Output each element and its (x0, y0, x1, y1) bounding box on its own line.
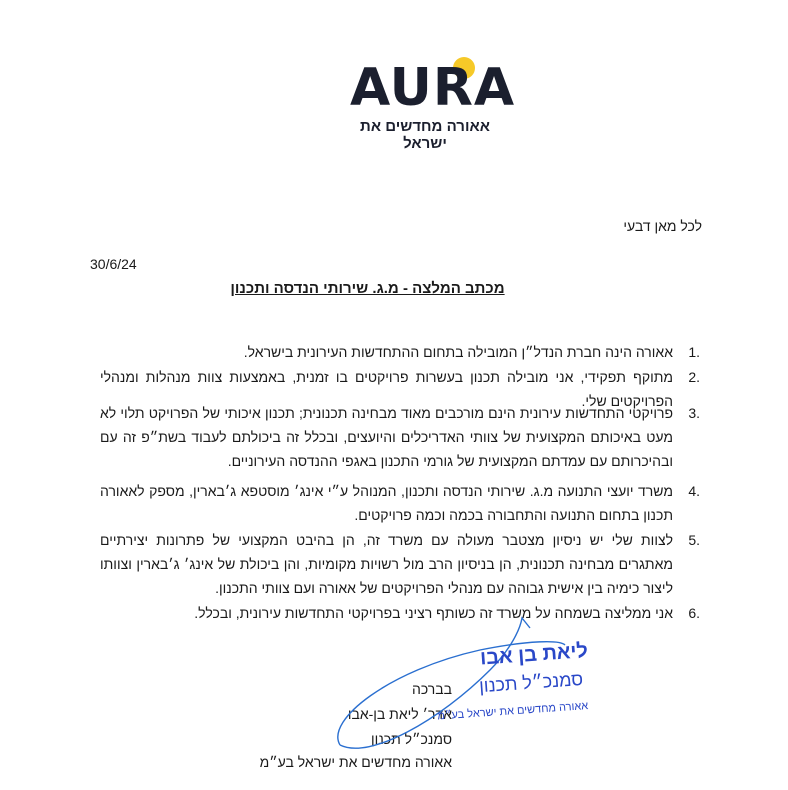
item-line: משרד יועצי התנועה מ.ג. שירותי הנדסה ותכנון, המנוהל ע״י אינג׳ מוסטפא ג׳בארין, מספק לאאורה (100, 483, 673, 499)
list-item (100, 479, 700, 527)
item-line: תכנון בתחום התנועה והתחבורה בכמה וכמה פרויקטים. (354, 507, 673, 523)
item-number: 4. (688, 483, 700, 499)
item-line: פרויקטי התחדשות עירונית הינם מורכבים מאוד מבחינה תכנונית; תכנון איכותי של הפרויקט תלוי לא (100, 405, 673, 421)
item-line: הפרויקטים שלי. (581, 393, 673, 409)
item-line: מתוקף תפקידי, אני מובילה תכנון בעשרות פרויקטים בו זמנית, באמצעות צוות מנהלות ומנהלי (100, 369, 673, 385)
letter-date: 30/6/24 (90, 256, 137, 272)
item-line: לצוות שלי יש ניסיון מצטבר מעולה עם משרד זה, הן בהיבט המקצועי של פתרונות יצירתיים (100, 532, 673, 548)
item-line: מעט באיכותם המקצועית של צוותי האדריכלים והיועצים, ובכלל זה ביכולתם לעבוד בשת״פ זה עם (100, 429, 673, 445)
stamp-name: ליאת בן אבו (479, 640, 589, 670)
signature-role: סמנכ״ל תכנון (371, 731, 452, 747)
item-line: מאתגרים מבחינה תכנונית, הן בניסיון הרב מול רשויות מקומיות, והן ביכולת של אינג׳ ג׳בארין וצוותו (100, 556, 673, 572)
signature-company: אאורה מחדשים את ישראל בע״מ (259, 754, 452, 770)
item-number: 6. (688, 605, 700, 621)
greeting: לכל מאן דבעי (623, 218, 702, 234)
list-item (100, 401, 700, 473)
item-number: 3. (688, 405, 700, 421)
stamp-role: סמנכ״ל תכנון (478, 669, 584, 697)
letter-title: מכתב המלצה - מ.ג. שירותי הנדסה ותכנון (230, 280, 505, 297)
logo-brand: AURA (350, 58, 516, 118)
signature-closing: בברכה (411, 681, 452, 697)
item-line: אני ממליצה בשמחה על משרד זה כשותף רציני בפרויקטי התחדשות עירונית, ובכלל. (194, 605, 673, 621)
item-number: 5. (688, 532, 700, 548)
item-number: 1. (688, 344, 700, 360)
item-number: 2. (688, 369, 700, 385)
item-line: אאורה הינה חברת הנדל״ן המובילה בתחום ההתחדשות העירונית בישראל. (243, 344, 673, 360)
list-item (100, 340, 700, 364)
logo-tagline: אאורה מחדשים את ישראל (360, 118, 490, 152)
item-line: ליצור כימיה בין אישית גבוהה עם מנהלי הפרויקטים של אאורה ועם צוותי התכנון. (215, 580, 673, 596)
stamp-company: אאורה מחדשים את ישראל בע״מ (436, 700, 589, 723)
item-line: ובהיכרותם עם עמדתם המקצועית של גורמי התכנון באגפי ההנדסה העירוניים. (227, 453, 673, 469)
signature-name: אדר׳ ליאת בן-אבו (347, 706, 452, 722)
list-item (100, 528, 700, 600)
